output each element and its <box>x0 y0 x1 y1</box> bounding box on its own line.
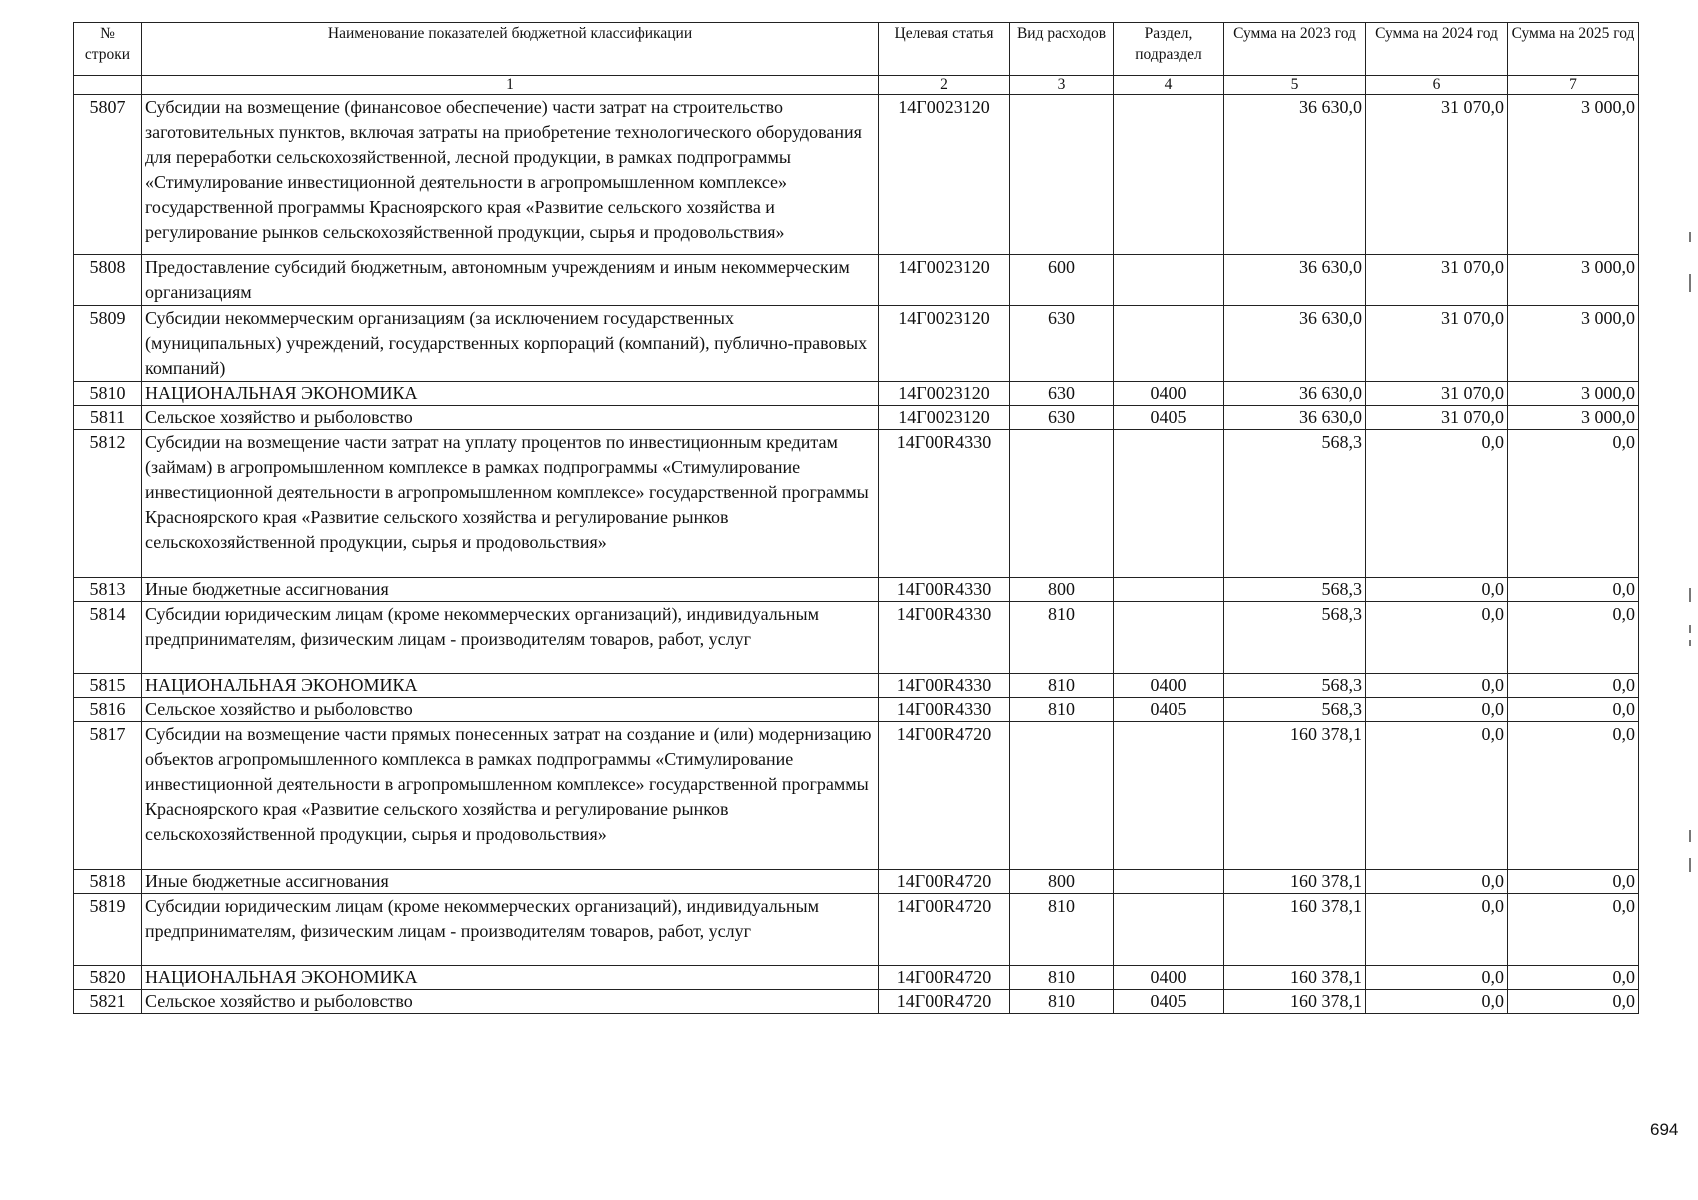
row-sum-2025: 0,0 <box>1508 966 1639 990</box>
row-sum-2025: 0,0 <box>1508 698 1639 722</box>
row-sum-2025: 0,0 <box>1508 894 1639 966</box>
row-name: Субсидии на возмещение части затрат на уплату процентов по инвестиционным кредитам (займам) в агропромышленном комплексе в рамках подпрограммы «Стимулирование инвестиционной деятельности в агропромышленном комплексе» государственной программы Красноярского края «Развитие сельского хозяйства и регулирование рынков сельскохозяйственной продукции, сырья и продовольствия» <box>142 430 879 578</box>
row-name: Субсидии некоммерческим организациям (за исключением государственных (муниципальных) учреждений, государственных корпораций (компаний), публично-правовых компаний) <box>142 306 879 382</box>
row-target: 14Г0023120 <box>879 255 1010 306</box>
row-exp-type: 800 <box>1010 870 1114 894</box>
row-number: 5821 <box>74 990 142 1014</box>
row-target: 14Г0023120 <box>879 382 1010 406</box>
row-exp-type: 810 <box>1010 698 1114 722</box>
row-name: НАЦИОНАЛЬНАЯ ЭКОНОМИКА <box>142 966 879 990</box>
row-number: 5818 <box>74 870 142 894</box>
row-name: Сельское хозяйство и рыболовство <box>142 990 879 1014</box>
row-number: 5809 <box>74 306 142 382</box>
row-sum-2024: 0,0 <box>1366 966 1508 990</box>
row-name: Субсидии юридическим лицам (кроме некоммерческих организаций), индивидуальным предпринимателям, физическим лицам - производителям товаров, работ, услуг <box>142 602 879 674</box>
row-sum-2025: 0,0 <box>1508 990 1639 1014</box>
row-name: НАЦИОНАЛЬНАЯ ЭКОНОМИКА <box>142 382 879 406</box>
row-sum-2023: 36 630,0 <box>1224 406 1366 430</box>
column-number <box>74 76 142 95</box>
table-row <box>74 966 1639 990</box>
table-row <box>74 894 1639 966</box>
column-number-row <box>74 76 1639 95</box>
row-section <box>1114 255 1224 306</box>
header-name: Наименование показателей бюджетной классификации <box>142 23 879 76</box>
table-row <box>74 698 1639 722</box>
row-sum-2024: 0,0 <box>1366 674 1508 698</box>
row-sum-2023: 160 378,1 <box>1224 966 1366 990</box>
row-exp-type <box>1010 722 1114 870</box>
row-exp-type: 810 <box>1010 674 1114 698</box>
row-sum-2024: 0,0 <box>1366 602 1508 674</box>
row-sum-2024: 0,0 <box>1366 870 1508 894</box>
scan-artifact <box>1689 588 1691 602</box>
table-row <box>74 990 1639 1014</box>
column-number: 7 <box>1508 76 1639 95</box>
row-target: 14Г00R4720 <box>879 894 1010 966</box>
row-exp-type: 630 <box>1010 382 1114 406</box>
row-number: 5812 <box>74 430 142 578</box>
table-row <box>74 674 1639 698</box>
row-sum-2025: 0,0 <box>1508 674 1639 698</box>
row-exp-type: 810 <box>1010 990 1114 1014</box>
header-target: Целевая статья <box>879 23 1010 76</box>
row-sum-2025: 0,0 <box>1508 430 1639 578</box>
row-exp-type <box>1010 430 1114 578</box>
row-exp-type: 630 <box>1010 406 1114 430</box>
row-sum-2025: 3 000,0 <box>1508 406 1639 430</box>
row-target: 14Г00R4330 <box>879 674 1010 698</box>
row-section <box>1114 870 1224 894</box>
row-sum-2023: 36 630,0 <box>1224 95 1366 255</box>
row-target: 14Г00R4330 <box>879 602 1010 674</box>
row-sum-2024: 31 070,0 <box>1366 406 1508 430</box>
table-row <box>74 578 1639 602</box>
row-name: Субсидии юридическим лицам (кроме некоммерческих организаций), индивидуальным предпринимателям, физическим лицам - производителям товаров, работ, услуг <box>142 894 879 966</box>
row-exp-type: 810 <box>1010 602 1114 674</box>
row-exp-type: 810 <box>1010 966 1114 990</box>
row-section: 0405 <box>1114 406 1224 430</box>
row-number: 5813 <box>74 578 142 602</box>
row-section: 0400 <box>1114 966 1224 990</box>
budget-document <box>73 22 1638 1014</box>
row-exp-type: 600 <box>1010 255 1114 306</box>
row-section <box>1114 578 1224 602</box>
row-section: 0400 <box>1114 382 1224 406</box>
column-number: 3 <box>1010 76 1114 95</box>
row-sum-2025: 0,0 <box>1508 870 1639 894</box>
table-row <box>74 722 1639 870</box>
row-sum-2023: 36 630,0 <box>1224 255 1366 306</box>
table-body <box>74 95 1639 1014</box>
row-sum-2023: 568,3 <box>1224 698 1366 722</box>
row-sum-2024: 0,0 <box>1366 722 1508 870</box>
row-target: 14Г00R4720 <box>879 966 1010 990</box>
scan-artifact <box>1689 640 1691 646</box>
row-name: Иные бюджетные ассигнования <box>142 870 879 894</box>
row-number: 5810 <box>74 382 142 406</box>
row-target: 14Г00R4330 <box>879 430 1010 578</box>
row-sum-2023: 568,3 <box>1224 578 1366 602</box>
row-name: Субсидии на возмещение части прямых понесенных затрат на создание и (или) модернизацию объектов агропромышленного комплекса в рамках подпрограммы «Стимулирование инвестиционной деятельности в агропромышленном комплексе» государственной программы Красноярского края «Развитие сельского хозяйства и регулирование рынков сельскохозяйственной продукции, сырья и продовольствия» <box>142 722 879 870</box>
table-row <box>74 406 1639 430</box>
row-section: 0405 <box>1114 698 1224 722</box>
row-section <box>1114 894 1224 966</box>
table-row <box>74 382 1639 406</box>
row-exp-type <box>1010 95 1114 255</box>
row-target: 14Г00R4720 <box>879 722 1010 870</box>
page-number: 694 <box>1650 1120 1679 1139</box>
row-target: 14Г0023120 <box>879 406 1010 430</box>
row-sum-2025: 3 000,0 <box>1508 95 1639 255</box>
row-number: 5815 <box>74 674 142 698</box>
row-exp-type: 810 <box>1010 894 1114 966</box>
table-row <box>74 255 1639 306</box>
row-target: 14Г00R4330 <box>879 698 1010 722</box>
row-sum-2023: 568,3 <box>1224 602 1366 674</box>
row-sum-2023: 568,3 <box>1224 430 1366 578</box>
row-sum-2024: 0,0 <box>1366 430 1508 578</box>
row-number: 5807 <box>74 95 142 255</box>
table-row <box>74 306 1639 382</box>
row-sum-2023: 160 378,1 <box>1224 870 1366 894</box>
row-sum-2023: 160 378,1 <box>1224 722 1366 870</box>
row-name: Иные бюджетные ассигнования <box>142 578 879 602</box>
scan-artifact <box>1689 830 1691 842</box>
row-section: 0405 <box>1114 990 1224 1014</box>
row-sum-2024: 31 070,0 <box>1366 95 1508 255</box>
row-section <box>1114 95 1224 255</box>
row-target: 14Г00R4330 <box>879 578 1010 602</box>
row-sum-2023: 36 630,0 <box>1224 306 1366 382</box>
row-name: Сельское хозяйство и рыболовство <box>142 698 879 722</box>
row-number: 5814 <box>74 602 142 674</box>
scan-edge-marks <box>1689 0 1695 1200</box>
row-target: 14Г00R4720 <box>879 990 1010 1014</box>
row-sum-2023: 36 630,0 <box>1224 382 1366 406</box>
row-name: Предоставление субсидий бюджетным, автономным учреждениям и иным некоммерческим организациям <box>142 255 879 306</box>
row-sum-2024: 0,0 <box>1366 894 1508 966</box>
row-name: НАЦИОНАЛЬНАЯ ЭКОНОМИКА <box>142 674 879 698</box>
header-section: Раздел, подраздел <box>1114 23 1224 76</box>
row-sum-2023: 568,3 <box>1224 674 1366 698</box>
row-number: 5819 <box>74 894 142 966</box>
row-exp-type: 630 <box>1010 306 1114 382</box>
table-header-row <box>74 23 1639 76</box>
row-sum-2024: 0,0 <box>1366 698 1508 722</box>
row-sum-2023: 160 378,1 <box>1224 990 1366 1014</box>
scan-artifact <box>1689 232 1691 242</box>
row-sum-2025: 0,0 <box>1508 722 1639 870</box>
row-name: Субсидии на возмещение (финансовое обеспечение) части затрат на строительство заготовительных пунктов, включая затраты на приобретение технологического оборудования для переработки сельскохозяйственной, лесной продукции, в рамках подпрограммы «Стимулирование инвестиционной деятельности в агропромышленном комплексе» государственной программы Красноярского края «Развитие сельского хозяйства и регулирование рынков сельскохозяйственной продукции, сырья и продовольствия» <box>142 95 879 255</box>
column-number: 2 <box>879 76 1010 95</box>
column-number: 4 <box>1114 76 1224 95</box>
row-sum-2025: 0,0 <box>1508 602 1639 674</box>
row-sum-2025: 3 000,0 <box>1508 306 1639 382</box>
table-row <box>74 602 1639 674</box>
row-sum-2025: 3 000,0 <box>1508 255 1639 306</box>
row-number: 5817 <box>74 722 142 870</box>
table-row <box>74 430 1639 578</box>
scan-artifact <box>1689 858 1691 872</box>
column-number: 6 <box>1366 76 1508 95</box>
budget-table <box>73 22 1639 1014</box>
row-sum-2023: 160 378,1 <box>1224 894 1366 966</box>
row-target: 14Г0023120 <box>879 95 1010 255</box>
scan-artifact <box>1689 274 1691 292</box>
row-sum-2024: 0,0 <box>1366 578 1508 602</box>
row-number: 5808 <box>74 255 142 306</box>
row-sum-2024: 31 070,0 <box>1366 255 1508 306</box>
table-row <box>74 95 1639 255</box>
row-number: 5811 <box>74 406 142 430</box>
header-row-no: № строки <box>74 23 142 76</box>
row-section <box>1114 602 1224 674</box>
column-number: 1 <box>142 76 879 95</box>
row-sum-2025: 0,0 <box>1508 578 1639 602</box>
header-sum-2025: Сумма на 2025 год <box>1508 23 1639 76</box>
row-sum-2024: 31 070,0 <box>1366 306 1508 382</box>
row-target: 14Г00R4720 <box>879 870 1010 894</box>
row-sum-2025: 3 000,0 <box>1508 382 1639 406</box>
row-name: Сельское хозяйство и рыболовство <box>142 406 879 430</box>
row-section: 0400 <box>1114 674 1224 698</box>
table-row <box>74 870 1639 894</box>
scan-artifact <box>1689 625 1691 633</box>
row-section <box>1114 306 1224 382</box>
row-target: 14Г0023120 <box>879 306 1010 382</box>
column-number: 5 <box>1224 76 1366 95</box>
row-section <box>1114 722 1224 870</box>
row-section <box>1114 430 1224 578</box>
header-exp-type: Вид расходов <box>1010 23 1114 76</box>
row-exp-type: 800 <box>1010 578 1114 602</box>
row-number: 5816 <box>74 698 142 722</box>
header-sum-2024: Сумма на 2024 год <box>1366 23 1508 76</box>
row-sum-2024: 31 070,0 <box>1366 382 1508 406</box>
row-number: 5820 <box>74 966 142 990</box>
row-sum-2024: 0,0 <box>1366 990 1508 1014</box>
header-sum-2023: Сумма на 2023 год <box>1224 23 1366 76</box>
